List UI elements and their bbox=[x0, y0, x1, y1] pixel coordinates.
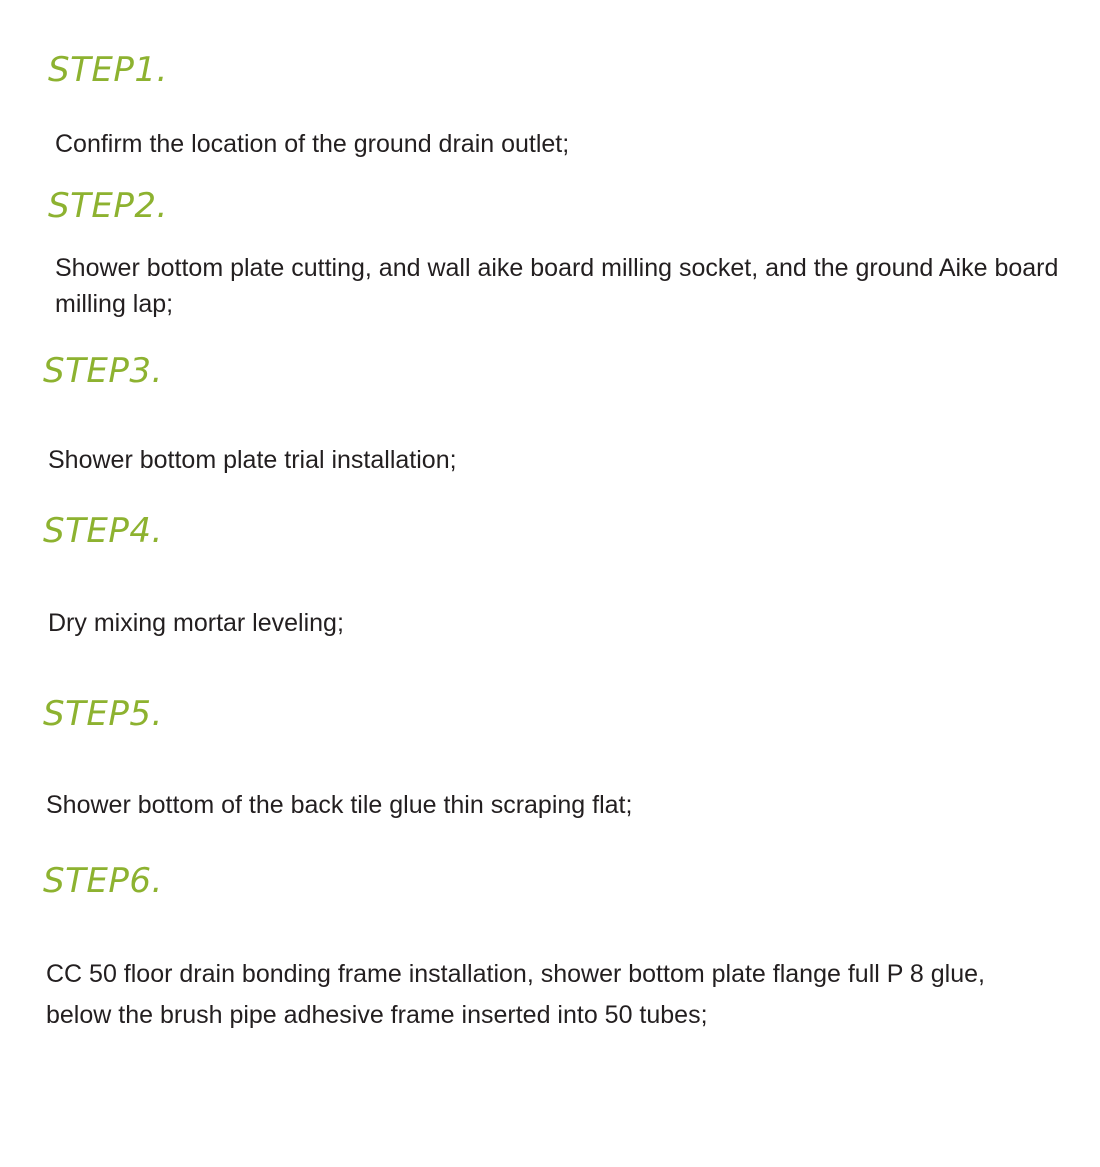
step-4-title: STEP4. bbox=[43, 511, 163, 551]
step-4-description: Dry mixing mortar leveling; bbox=[48, 609, 344, 637]
step-3-description: Shower bottom plate trial installation; bbox=[48, 446, 457, 474]
step-5-title: STEP5. bbox=[43, 694, 163, 734]
step-2-title: STEP2. bbox=[48, 186, 168, 226]
step-5-description: Shower bottom of the back tile glue thin scraping flat; bbox=[46, 791, 633, 819]
step-3-title: STEP3. bbox=[43, 351, 163, 391]
step-1-title: STEP1. bbox=[48, 50, 168, 90]
step-6-description: CC 50 floor drain bonding frame installation, shower bottom plate flange full P 8 glue, below the brush pipe adhesive frame inserted into 50 tubes; bbox=[46, 960, 985, 1029]
step-6-title: STEP6. bbox=[43, 861, 163, 901]
step-1-description: Confirm the location of the ground drain outlet; bbox=[55, 130, 570, 158]
step-2-description: Shower bottom plate cutting, and wall aike board milling socket, and the ground Aike board milling lap; bbox=[55, 254, 1059, 318]
